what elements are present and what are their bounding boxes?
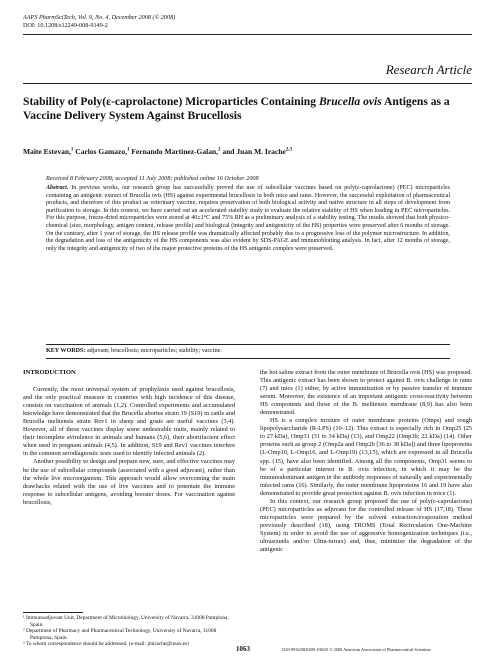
author-affiliation-mark: 1 [126,147,130,153]
abstract [46,185,450,253]
keywords-text: adjuvant; brucellosis; microparticles; stability; vaccine. [85,348,222,354]
author-affiliation-mark: 2 [218,147,221,153]
journal-citation: AAPS PharmSciTech, Vol. 9, No. 4, December 2008 (© 2008) [23,14,176,21]
paper-title [23,95,473,123]
author: Fernando Martínez-Galan, [129,147,219,156]
body-paragraph: the hot saline extract from the outer membrane of Brucella ovis (HS) was proposed. This antigenic extract has been shown to protect against B. ovis challenge in rams (7) and mice (1) either, by active immunization or by passive transfer of immune serum. Moreover, the existence of an important antigenic cross-reactivity between HS components and those of the B. melitensis membrane (8,9) has also been demonstrated. [260,369,472,417]
footnotes [23,615,235,648]
keywords [46,348,450,354]
body-paragraph: In this context, our research group proposed the use of poly(ε-caprolactone) (PEC) microparticles as adjuvant for the controlled release of HS (17,18). These microparticles were prepared by the solvent extraction/evaporation method previously described (18), using TROMS (Total Recirculation One-Machine System) in order to avoid the use of aggressive homogenization techniques (i.e., ultrasounds and/or Ultra-turrax) and, thus, minimize the degradation of the antigenic [260,497,472,554]
keywords-rule [46,358,450,359]
issn-line: 1530-9932/08/0400-1063/0 © 2008 American Association of Pharmaceutical Scientists [281,647,431,652]
author-affiliation-mark: 2,3 [285,147,292,153]
doi: DOI: 10.1208/s12249-008-9149-2 [23,22,108,29]
body-paragraph: HS is a complex mixture of outer membrane proteins (Omps) and rough lipopolysaccharide (R-LPS) (10–12). This extract is especially rich in Omp25 (25 to 27 kDa), Omp31 (31 to 34 kDa) (13), and Omp22 (Omp3b; 22 kDa) (14). Other proteins such as group 2 (Omp2a and Omp2b [36 to 38 kDa]) and three lipoproteins (L-Omp10, L-Omp16, and L-Omp19) (13,15), which are expressed in all Brucella spp. (15), have also been identified. Among all the components, Omp31 seems to be of a particular interest in B. ovis infection, in which it may be the immunodominant antigen in the antibody responses of naturally and experimentally infected rams (16). Similarly, the outer membrane lipoproteins 16 and 19 have also demonstrated to provide great protection against B. ovis infection in mice (1). [260,417,472,497]
received-dates: Received 8 February 2008; accepted 11 July 2008; published online 16 October 2008 [46,175,259,182]
abstract-label: Abstract. [46,185,69,191]
section-label: Research Article [385,62,472,77]
footnote-rule [23,612,83,613]
journal-header [23,14,175,30]
intro-heading: INTRODUCTION [23,369,76,376]
keywords-label: KEY WORDS: [46,348,86,354]
footnote: ¹ Immunoadjuvant Unit, Department of Microbiology, University of Navarra, 31008 Pamplona, Spain. [23,615,229,628]
title-part1: Stability of Poly(ε-caprolactone) Microparticles Containing [23,95,319,108]
header-rule [23,34,472,35]
page-number: 1063 [236,645,250,653]
title-italic: Brucella ovis [318,95,382,108]
author: and Juan M. Irache [220,147,286,156]
right-column [260,369,472,554]
body-paragraph: Another possibility to design and prepare new, sure, and effective vaccines may be the use of subcellular compounds (associated with a good adjuvant), rather than the whole live microorganism. This approach would allow overcoming the main drawbacks related with the use of live vaccines and to potentate the immune response to subcellular antigens, avoiding booster doses. For vaccination against brucellosis, [23,458,235,506]
body-paragraph: Currently, the most universal system of prophylaxis used against brucellosis, and the only practical measure in countries with high incidence of this disease, consists on vaccination of animals (1,2). Controlled experiments and accumulated knowledge have demonstrated that the Brucella abortus strain 19 (S19) in cattle and Brucella melitensis strain Rev1 in sheep and goats are useful vaccines (3,4). However, all of these vaccines display some undesirable traits, mainly related to their incomplete avirulence in animals and humans (5,6), their abortifacient effect when used in pregnant animals (4,5). In addition, S19 and Rev1 vaccines interfere in the common serodiagnostic tests used to identify infected animals (2). [23,386,235,458]
title-part2: Antigens as a Vaccine Delivery System Against Brucellosis [23,95,450,122]
footnote: ² Department of Pharmacy and Pharmaceutical Technology, University of Navarra, 31008 Pamplona, Spain. [23,628,217,641]
author: Maite Estevan, [23,147,71,156]
section-rule [23,83,472,84]
abstract-text: In previous works, our research group has successfully proved the use of subcellular vaccines based on poly(ε-caprolactone) (PEC) microparticles containing an antigenic extract of Brucella ovis (HS) against experimental brucellosis in both mice and rams. However, the successful exploitation of pharmaceutical products, and therefore of this product as veterinary vaccine, requires preservation of both biological activity and native structure in all steps of development from purification to storage. In this context, we have carried out an accelerated stability study to evaluate the relative stability of HS when loading in PEC microparticles. For this purpose, freeze-dried microparticles were stored at 40±1°C and 75% RH as a preliminary analysis of a stability testing. The results showed that both physico-chemical (size, morphology, antigen content, release profile) and biological (integrity and antigenicity of the HS) properties were preserved after 6 months of storage. On the contrary, after 1 year of storage, the HS release profile was dramatically affected probably due to a progressive loss of the polymer microstructure. In addition, the degradation and loss of the antigenicity of the HS components was also evident by SDS-PAGE and immunoblotting analysis. In fact, after 12 months of storage, only the integrity and antigenicity of two of the major protective proteins of the HS antigenic complex were preserved. [46,185,450,252]
author-affiliation-mark: 1 [70,147,74,153]
author: Carlos Gamazo, [73,147,127,156]
author-list [23,147,292,156]
footnote: ³ To whom correspondence should be addressed. (e-mail: jmirache@unav.es) [23,641,189,648]
left-column [23,369,235,507]
abstract-rule [46,344,450,345]
